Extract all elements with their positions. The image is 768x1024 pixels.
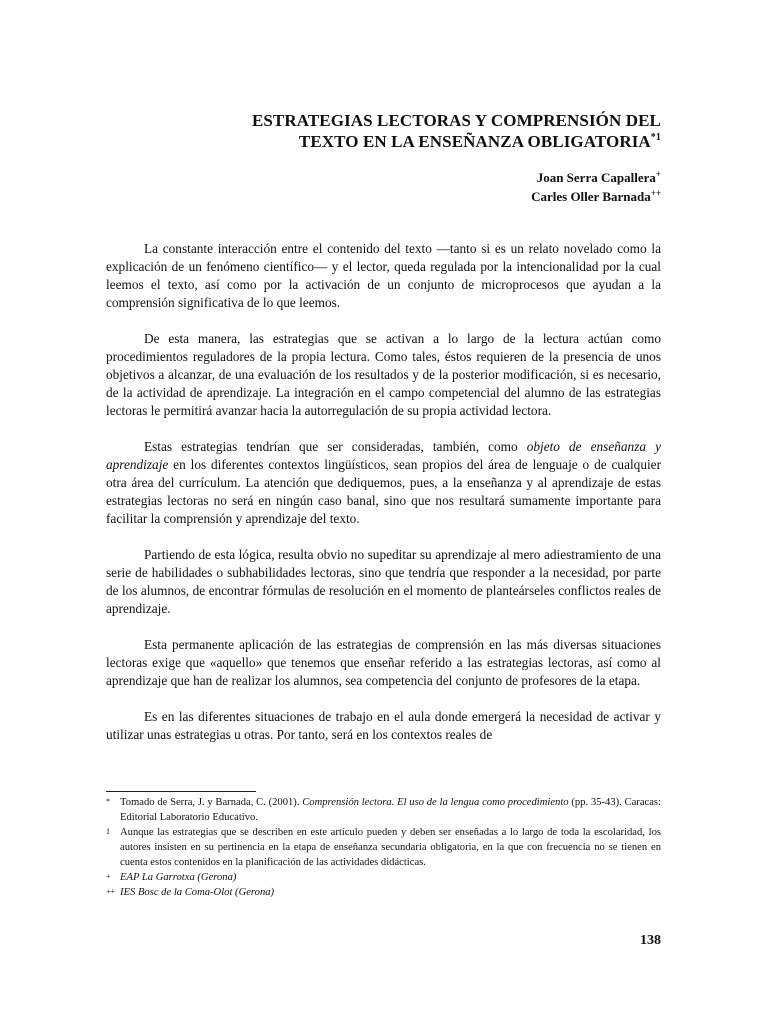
footnote-3-mark: + [106, 872, 111, 881]
author-list [300, 168, 661, 206]
paragraph-3-start: Estas estrategias tendrían que ser consideradas, también, como [144, 439, 527, 454]
footnote-2-mark: 1 [106, 827, 110, 836]
footnote-4-emphasis: IES Bosc de la Coma-Olot (Gerona) [120, 887, 275, 898]
footnote-1 [106, 795, 661, 825]
article-title [100, 110, 661, 152]
author-2-mark: ++ [650, 188, 661, 198]
page-number: 138 [640, 933, 661, 948]
author-2 [300, 187, 661, 206]
title-footnote-mark: *1 [650, 132, 661, 143]
paragraph-3-emphasis: objeto de enseñanza y aprendizaje [106, 439, 661, 472]
paragraph-6: Es en las diferentes situaciones de trabajo en el aula donde emergerá la necesidad de activar y utilizar unas estrategias u otras. Por tanto, será en los contextos reales de [106, 709, 661, 742]
footnote-3 [106, 870, 661, 885]
footnote-1-tail: (pp. 35-43). Caracas: Editorial Laboratorio Educativo. [120, 797, 661, 823]
paragraph-2: De esta manera, las estrategias que se activan a lo largo de la lectura actúan como procedimientos reguladores de la propia lectura. Como tales, éstos requieren de la presencia de unos objetivos a alcanzar, de una evaluación de los resultados y de la posterior modificación, si es necesario, de la actividad de aprendizaje. La integración en el campo competencial del alumno de las estrategias lectoras le permitirá avanzar hacia la autorregulación de su propia actividad lectora. [106, 331, 661, 418]
article-body [106, 240, 661, 762]
author-2-name: Carles Oller Barnada [531, 189, 651, 204]
footnote-2 [106, 825, 661, 870]
footnote-1-text: Tomado de Serra, J. y Barnada, C. (2001). [120, 797, 303, 808]
paragraph-4: Partiendo de esta lógica, resulta obvio no supeditar su aprendizaje al mero adiestramiento de una serie de habilidades o subhabilidades lectoras, sino que tendría que responder a la necesidad, por parte de los alumnos, de encontrar fórmulas de resolución en el momento de planteárseles conflictos reales de aprendizaje. [106, 547, 661, 616]
footnote-2-text: Aunque las estrategias que se describen en este artículo pueden y deben ser enseñadas a lo largo de toda la escolaridad, los autores insisten en su pertinencia en la etapa de enseñanza secundaria obligatoria, en la que con frecuencia no se tienen en cuenta estos contenidos en la planificación de las actividades didácticas. [120, 827, 661, 868]
paragraph-3-end: en los diferentes contextos lingüísticos, sean propios del área de lenguaje o de cualquier otra área del currículum. La atención que dediquemos, pues, a la enseñanza y al aprendizaje de estas estrategias lectoras no será en ningún caso banal, sino que nos resultará sumamente importante para facilitar la comprensión y aprendizaje del texto. [106, 457, 661, 526]
author-1-name: Joan Serra Capallera [536, 170, 656, 185]
footnotes [106, 795, 661, 900]
author-1 [300, 168, 661, 187]
footnote-1-emphasis: Comprensión lectora. El uso de la lengua como procedimiento [302, 797, 569, 808]
paragraph-5: Esta permanente aplicación de las estrategias de comprensión en las más diversas situaciones lectoras exige que «aquello» que tenemos que enseñar referido a las estrategias lectoras, así como al aprendizaje que han de realizar los alumnos, sea competencia del conjunto de profesores de la etapa. [106, 637, 661, 688]
paragraph-1: La constante interacción entre el contenido del texto —tanto si es un relato novelado como la explicación de un fenómeno científico— y el lector, queda regulada por la intencionalidad por la cual leemos el texto, así como por la activación de un conjunto de microprocesos que ayudan a la comprensión significativa de lo que leemos. [106, 241, 661, 310]
footnote-3-emphasis: EAP La Garrotxa (Gerona) [120, 872, 237, 883]
author-1-mark: + [655, 169, 661, 179]
footnote-divider [106, 791, 256, 792]
title-line-1: ESTRATEGIAS LECTORAS Y COMPRENSIÓN DEL [251, 111, 661, 130]
footnote-1-mark: * [106, 797, 110, 806]
title-line-2-text: TEXTO EN LA ENSEÑANZA OBLIGATORIA [298, 132, 651, 151]
footnote-4-mark: ++ [106, 887, 116, 896]
title-line-2 [100, 131, 661, 152]
paragraph-3 [106, 438, 661, 528]
footnote-4 [106, 885, 661, 900]
